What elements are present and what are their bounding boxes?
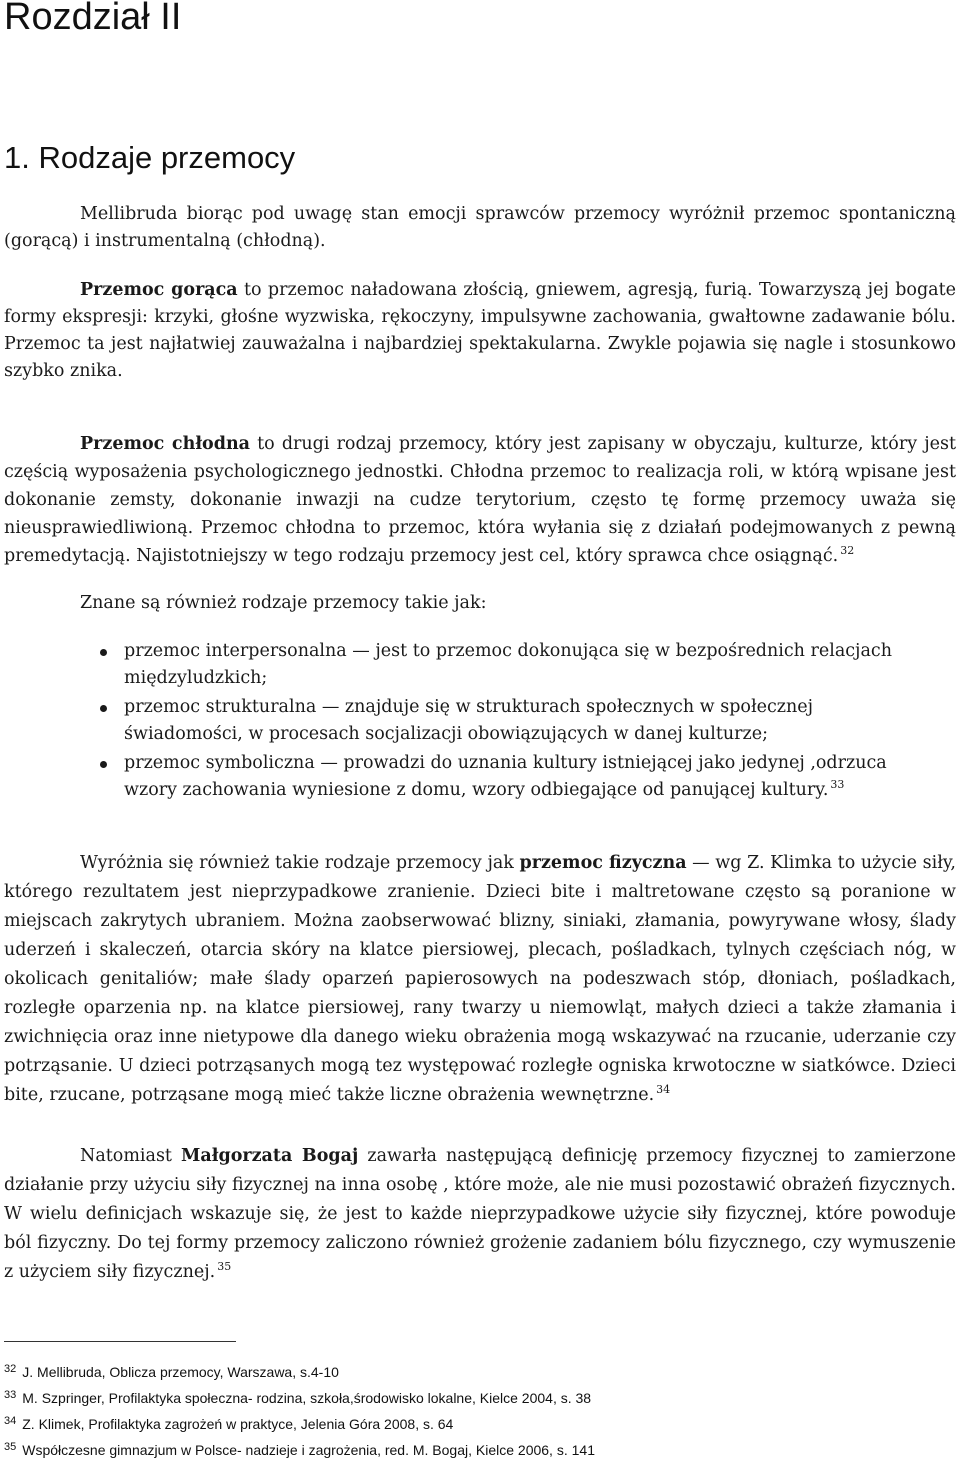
paragraph-6-text: zawarła następującą definicję przemocy fizycznej to zamierzone działanie przy użyciu siły fizycznej na inna osobę , które może, ale nie musi pozostawić obrażeń fizycznych. W wielu definicjach wskazuje się, że jest to każde nieprzypadkowe użycie siły fizycznej, które powoduje ból fizyczny. Do tej formy przemocy zaliczono również grożenie zadaniem bólu fizycznego, czy wymuszenie z użyciem siły fizycznej. [4, 1146, 956, 1282]
paragraph-3-text: to drugi rodzaj przemocy, który jest zapisany w obyczaju, kulturze, który jest częścią wyposażenia psychologicznego jednostki. Chłodna przemoc to realizacja roli, w którą wpisane jest dokonanie zemsty, dokonanie inwazji na cudze terytorium, często tę formę przemocy uważa się nieusprawiedliwioną. Przemoc chłodna to przemoc, która wyłania się z działań podejmowanych z pewną premedytacją. Najistotniejszy w tego rodzaju przemocy jest cel, który sprawca chce osiągnąć. [4, 434, 956, 566]
paragraph-3 [4, 430, 956, 570]
footnote-ref-32[interactable]: 32 [840, 544, 855, 557]
paragraph-2-text: to przemoc naładowana złością, gniewem, agresją, furią. Towarzyszą jej bogate formy ekspresji: krzyki, głośne wyzwiska, rękoczyny, impulsywne zachowania, gwałtowne zadawanie bólu. Przemoc ta jest najłatwiej zauważalna i najbardziej spektakularna. Zwykle pojawia się nagle i stosunkowo szybko znika. [4, 280, 956, 381]
bullet-icon [100, 761, 107, 768]
footnote [4, 1436, 595, 1462]
list-item-text: przemoc strukturalna — znajduje się w strukturach społecznych w społecznej świadomości, w procesach socjalizacji obowiązujących w danej kulturze; [124, 697, 814, 744]
footnote [4, 1384, 595, 1410]
list-item [96, 638, 926, 692]
footnote-number: 34 [4, 1415, 17, 1427]
list-item-text: przemoc interpersonalna — jest to przemoc dokonująca się w bezpośrednich relacjach międzyludzkich; [124, 641, 892, 688]
paragraph-6 [4, 1142, 956, 1287]
list-item-text: przemoc symboliczna — prowadzi do uznania kultury istniejącej jako jedynej ,odrzuca wzory zachowania wyniesione z domu, wzory odbiegające od panującej kultury. [124, 753, 887, 800]
footnote-number: 35 [4, 1441, 17, 1453]
footnote-ref-35[interactable]: 35 [217, 1260, 232, 1273]
paragraph-5-bold: przemoc fizyczna [519, 853, 687, 873]
footnote-text: Z. Klimek, Profilaktyka zagrożeń w praktyce, Jelenia Góra 2008, s. 64 [22, 1416, 454, 1432]
paragraph-4-text: Znane są również rodzaje przemocy takie jak: [80, 593, 487, 613]
paragraph-2 [4, 277, 956, 385]
footnote-text: J. Mellibruda, Oblicza przemocy, Warszawa, s.4-10 [22, 1364, 339, 1380]
paragraph-6-pre: Natomiast [80, 1146, 182, 1166]
violence-types-list [96, 638, 926, 806]
paragraph-1-text: Mellibruda biorąc pod uwagę stan emocji sprawców przemocy wyróżnił przemoc spontaniczną (gorącą) i instrumentalną (chłodną). [4, 204, 956, 251]
footnote-separator [4, 1341, 236, 1342]
paragraph-4 [4, 590, 956, 617]
footnote-ref-33[interactable]: 33 [830, 778, 845, 791]
bullet-icon [100, 705, 107, 712]
list-item [96, 694, 926, 748]
footnote-number: 32 [4, 1363, 17, 1375]
footnote-text: M. Szpringer, Profilaktyka społeczna- rodzina, szkoła,środowisko lokalne, Kielce 2004, s. 38 [22, 1390, 592, 1406]
chapter-title: Rozdział II [4, 0, 182, 38]
bullet-icon [100, 649, 107, 656]
footnote-text: Współczesne gimnazjum w Polsce- nadzieje i zagrożenia, red. M. Bogaj, Kielce 2006, s. 141 [22, 1442, 595, 1458]
footnote-ref-34[interactable]: 34 [656, 1083, 671, 1096]
paragraph-6-bold: Małgorzata Bogaj [181, 1146, 359, 1166]
paragraph-5-pre: Wyróżnia się również takie rodzaje przemocy jak [80, 853, 520, 873]
paragraph-5 [4, 849, 956, 1110]
paragraph-2-bold: Przemoc gorąca [80, 280, 238, 300]
paragraph-1 [4, 201, 956, 255]
paragraph-5-text: — wg Z. Klimka to użycie siły, którego rezultatem jest nieprzypadkowe zranienie. Dzieci bite i maltretowane często są poranione w miejscach zakrytych ubraniem. Można zaobserwować blizny, siniaki, złamania, powyrywane włosy, ślady uderzeń i skaleczeń, otarcia skóry na klatce piersiowej, plecach, pośladkach, tylnych częściach nóg, w okolicach genitaliów; małe ślady oparzeń papierosowych na podeszwach stóp, dłoniach, pośladkach, rozległe oparzenia np. na klatce piersiowej, rany twarzy u niemowląt, małych dzieci a także złamania i zwichnięcia oraz inne nietypowe dla danego wieku obrażenia mogą wskazywać na rzucanie, uderzanie czy potrząsanie. U dzieci potrząsanych mogą tez występować rozległe ogniska krwotoczne w siatkówce. Dzieci bite, rzucane, potrząsane mogą mieć także liczne obrażenia wewnętrzne. [4, 853, 956, 1105]
footnote [4, 1358, 595, 1384]
list-item [96, 750, 926, 804]
footnote-number: 33 [4, 1389, 17, 1401]
footnotes-list [4, 1358, 595, 1462]
paragraph-3-bold: Przemoc chłodna [80, 434, 251, 454]
footnote [4, 1410, 595, 1436]
section-title: 1. Rodzaje przemocy [4, 140, 296, 175]
